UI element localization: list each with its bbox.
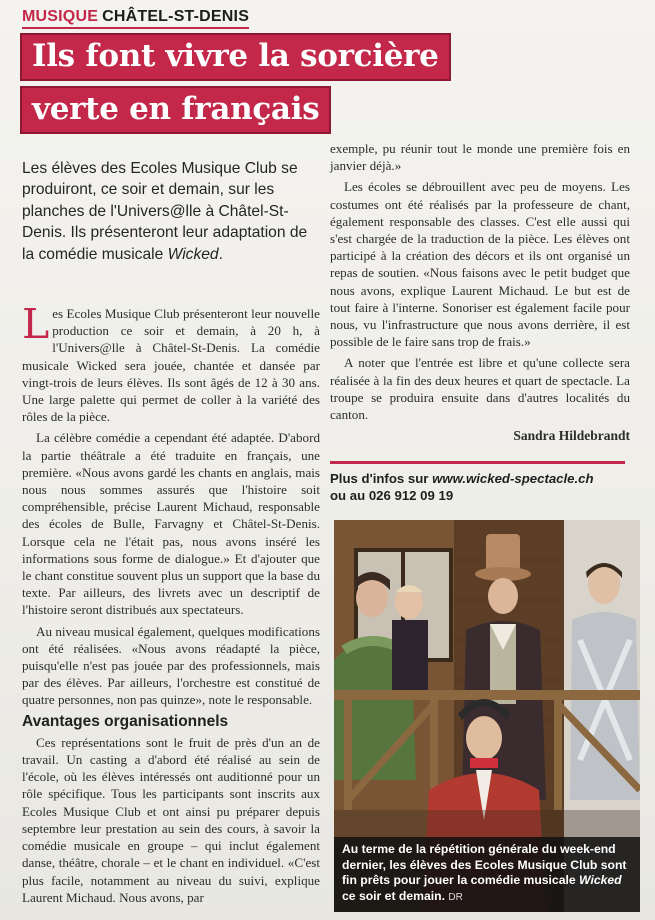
headline-line-2: verte en français <box>20 86 331 134</box>
author-byline: Sandra Hildebrandt <box>513 428 630 444</box>
paragraph-4: Ces représentations sont le fruit de près d'un an de travail. Un casting a d'abord été réalisé au sein de l'école, où les élèves intéressés ont auditionné pour un rôle spécifique. Tous les participants sont inscrits aux Ecoles Musique Club et ont ainsi pu préparer depuis septembre leur prestation au sein des cours, à savoir la comédie musicale en groupe – qui inclut également danse, théâtre, chorale – et le chant en individuel. «C'est plus facile, notamment au niveau du suivi, explique Laurent Michaud. Nous avons, par <box>22 734 320 905</box>
lead-text: Les élèves des Ecoles Musique Club se produiront, ce soir et demain, sur les planches de l'Univers@lle à Châtel-St-Denis. Ils présenteront leur adaptation de la comédie musicale <box>22 160 308 263</box>
lead-title: Wicked <box>167 245 219 263</box>
headline-line-1: Ils font vivre la sorcière <box>20 33 451 81</box>
rubric-place: CHÂTEL-ST-DENIS <box>102 8 250 25</box>
paragraph-5: exemple, pu réunir tout le monde une première fois en janvier déjà.» <box>330 141 630 174</box>
lead-end: . <box>218 245 223 263</box>
paragraph-1-text: es Ecoles Musique Club présenteront leur nouvelle production ce soir et demain, à 20 h, à l'Univers@lle à Châtel-St-Denis. La comédie musicale Wicked sera jouée, chantée et dansée par vingt-trois de leurs élèves. Ils sont âgés de 12 à 30 ans. Une large palette qui permet de coller à la variété des rôles de la pièce. <box>22 306 320 425</box>
paragraph-7: A noter que l'entrée est libre et qu'une collecte sera réalisée à la fin des deux heures et quart de spectacle. La troupe se produira ensuite dans d'autres localités du canton. <box>330 355 630 423</box>
paragraph-2: La célèbre comédie a cependant été adaptée. D'abord la partie théâtrale a été traduite en français, une première. «Nous avons gardé les chants en anglais, mais nous nous sommes assurés que l'histoire soit compréhensible, précise Laurent Michaud, responsable des écoles de Bulle, Farvagny et Châtel-St-Denis. Lorsque cela ne l'était pas, nous avons inséré les informations sous forme de dialogue.» Et d'ajouter que le chant constitue souvent plus un support que la base du texte. Par ailleurs, des livrets avec un descriptif de l'histoire seront distribués aux spectateurs. <box>22 430 320 618</box>
drop-cap: L <box>22 300 50 348</box>
section-rubric <box>22 8 249 29</box>
photo-caption <box>334 837 640 912</box>
article-column-2 <box>330 140 630 444</box>
caption-title: Wicked <box>579 873 622 888</box>
info-box <box>330 461 625 504</box>
caption-text: Au terme de la répétition générale du week-end dernier, les élèves des Ecoles Musique Club sont fin prêts pour jouer la comédie musicale <box>342 841 627 888</box>
info-phone: ou au 026 912 09 19 <box>330 488 454 503</box>
paragraph-3: Au niveau musical également, quelques modifications ont été réalisées. «Nous avons réadapté la pièce, puisqu'elle n'est pas jouée par des professionnels, mais par des élèves. Par ailleurs, l'orchestre est constitué de quatre personnes, non pas quinze», note le responsable. <box>22 623 320 708</box>
rehearsal-photo <box>334 520 640 912</box>
info-prefix: Plus d'infos sur <box>330 471 433 486</box>
article-column-1 <box>22 300 320 910</box>
lead-paragraph <box>22 158 314 265</box>
paragraph-1 <box>22 300 320 425</box>
rubric-section: MUSIQUE <box>22 8 99 25</box>
headline <box>20 33 630 139</box>
caption-end: ce soir et demain. <box>342 889 445 904</box>
info-url-link[interactable]: www.wicked-spectacle.ch <box>432 471 594 486</box>
subheading: Avantages organisationnels <box>22 712 229 730</box>
photo-credit: DR <box>448 892 463 904</box>
paragraph-6: Les écoles se débrouillent avec peu de moyens. Les costumes ont été réalisés par la professeure de chant, également responsable des classes. C'est elle aussi qui s'est chargée de la traduction de la pièce. Les élèves ont participé à la création des décors et ils ont organisé un repas de soutien. «Nous faisons avec le petit budget que nous avons, explique Laurent Michaud. Le but est de tout faire à l'interne. Sonoriser est également facile pour nous, vu l'infrastructure que nous avons derrière, il est possible de le faire sans trop de frais.» <box>330 179 630 350</box>
